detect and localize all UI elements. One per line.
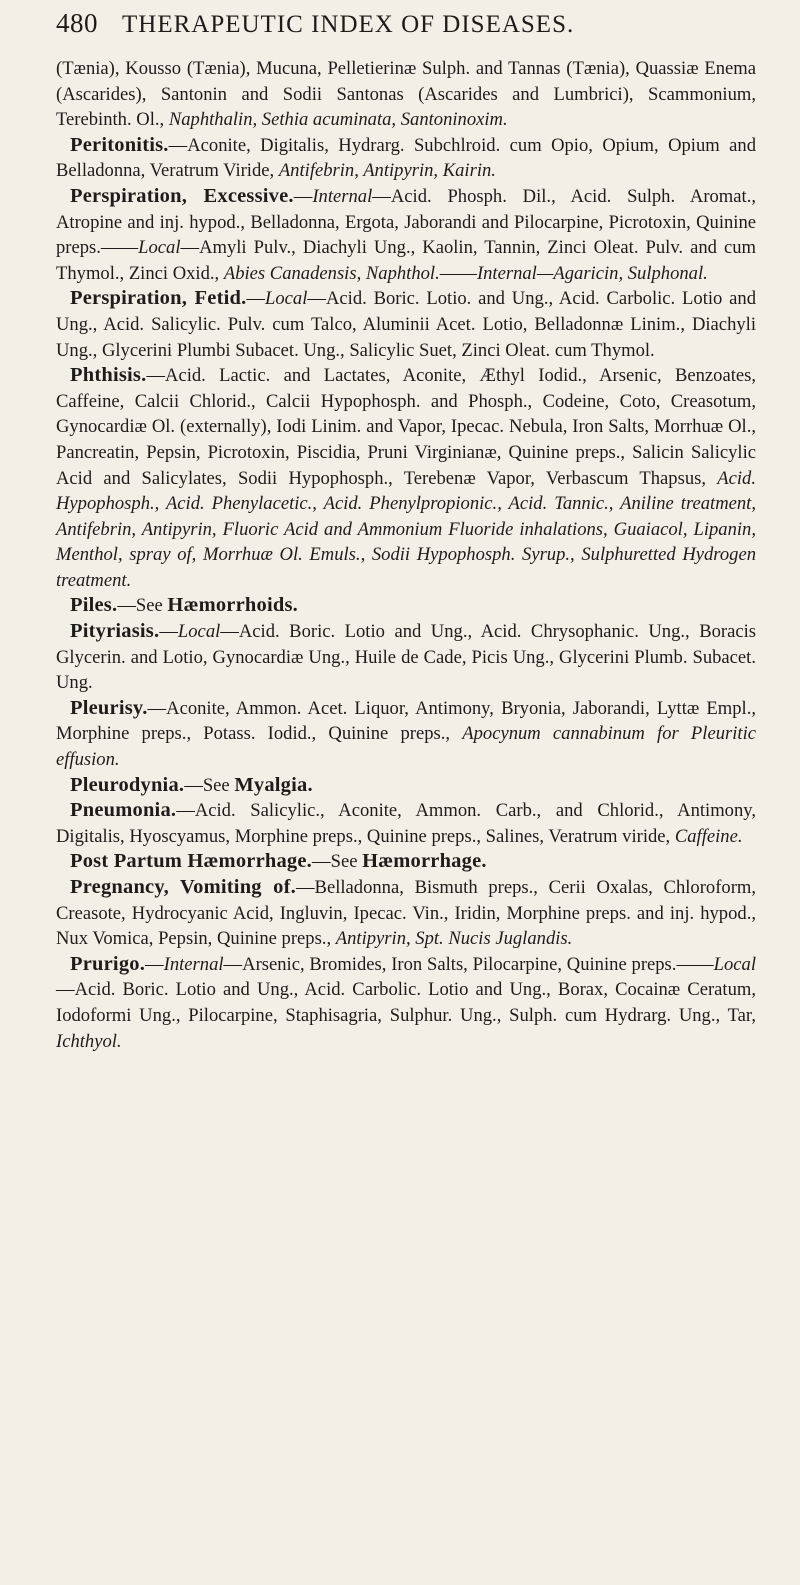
entry-term: Peritonitis. — [70, 133, 169, 156]
entry-text: — — [246, 288, 266, 310]
cross-reference: Myalgia. — [234, 773, 313, 796]
index-entries — [56, 56, 756, 1054]
entry-text: Antifebrin, Antipyrin, Kairin. — [278, 160, 496, 182]
index-entry — [56, 56, 756, 133]
entry-text: (Tænia), Kousso (Tænia), Mucuna, Pelletierinæ Sulph. and Tannas (Tænia), Quassiæ Enema (Ascarides), Santonin and Sodii Santonas (Ascarides and Lumbrici), Scammonium, Terebinth. Ol., — [56, 58, 756, 131]
running-title: THERAPEUTIC INDEX OF DISEASES. — [122, 11, 575, 38]
entry-term: Pleurisy. — [70, 696, 148, 719]
entry-text: —Acid. Boric. Lotio and Ung., Acid. Carbolic. Lotio and Ung., Borax, Cocainæ Ceratum, Iodoformi Ung., Pilocarpine, Staphisagria, Sulphur. Ung., Sulph. cum Hydrarg. Ung., Tar, — [56, 979, 756, 1026]
entry-text: Acid. Hypophosph., Acid. Phenylacetic., Acid. Phenylpropionic., Acid. Tannic., Aniline treatment, Antifebrin, Antipyrin, Fluoric Acid and Ammonium Fluoride inhalations, Guaiacol, Lipanin, Menthol, spray of, Morrhuæ Ol. Emuls., Sodii Hypophosph. Syrup., Sulphuretted Hydrogen treatment. — [56, 467, 756, 591]
entry-term: Perspiration, Fetid. — [70, 287, 247, 310]
index-entry — [56, 798, 756, 849]
entry-text: —See — [312, 851, 363, 873]
entry-term: Post Partum Hæmorrhage. — [70, 850, 313, 873]
index-entry — [56, 952, 756, 1054]
entry-text: Apocynum cannabinum for Pleuritic effusion. — [56, 723, 756, 771]
entry-text: —Acid. Salicylic., Aconite, Ammon. Carb., and Chlorid., Antimony, Digitalis, Hyoscyamus, Morphine preps., Quinine preps., Salines, Veratrum viride, — [56, 800, 756, 847]
entry-text: Local — [713, 953, 756, 975]
entry-text: —Belladonna, Bismuth preps., Cerii Oxalas, Chloroform, Creasote, Hydrocyanic Acid, Ingluvin, Ipecac. Vin., Iridin, Morphine preps. and inj. hypod., Nux Vomica, Pepsin, Quinine preps., — [56, 877, 756, 950]
entry-text: Internal — [163, 953, 224, 975]
entry-term: Pneumonia. — [70, 799, 177, 822]
entry-text: —Aconite, Digitalis, Hydrarg. Subchlroid. cum Opio, Opium, Opium and Belladonna, Veratrum Viride, — [56, 134, 756, 182]
index-entry — [56, 363, 756, 593]
entry-text: Ichthyol. — [56, 1030, 122, 1052]
page-number: 480 — [56, 8, 98, 38]
index-entry — [56, 696, 756, 773]
entry-text: —Acid. Lactic. and Lactates, Aconite, Æthyl Iodid., Arsenic, Benzoates, Caffeine, Calcii Chlorid., Calcii Hypophosph. and Phosph., Codeine, Coto, Creasotum, Gynocardiæ Ol. (externally), Iodi Linim. and Vapor, Ipecac. Nebula, Iron Salts, Morrhuæ Ol., Pancreatin, Pepsin, Picrotoxin, Piscidia, Pruni Virginianæ, Quinine preps., Salicin Salicylic Acid and Salicylates, Sodii Hypophosph., Terebenæ Vapor, Verbascum Thapsus, — [56, 365, 756, 489]
entry-text: —Acid. Boric. Lotio and Ung., Acid. Chrysophanic. Ung., Boracis Glycerin. and Lotio, Gynocardiæ Ung., Huile de Cade, Picis Ung., Glycerini Plumb. Subacet. Ung. — [56, 621, 756, 694]
entry-text: — — [293, 185, 313, 207]
entry-text: — — [145, 953, 164, 975]
entry-term: Pityriasis. — [70, 620, 160, 643]
entry-text: Internal — [312, 185, 373, 207]
entry-text: —Acid. Boric. Lotio. and Ung., Acid. Carbolic. Lotio and Ung., Acid. Salicylic. Pulv. cum Talco, Aluminii Acet. Lotio, Belladonnæ Linim., Diachyli Ung., Glycerini Plumbi Subacet. Ung., Salicylic Suet, Zinci Oleat. cum Thymol. — [56, 288, 756, 361]
entry-term: Prurigo. — [70, 952, 146, 975]
entry-text: — — [159, 621, 178, 643]
page-header — [56, 8, 756, 46]
entry-text: Abies Canadensis, Naphthol. — [223, 262, 440, 284]
index-entry — [56, 286, 756, 363]
entry-term: Pregnancy, Vomiting of. — [70, 876, 296, 898]
entry-text: Internal—Agaricin, Sulphonal. — [476, 262, 708, 284]
index-entry — [56, 619, 756, 696]
entry-text: —Acid. Phosph. Dil., Acid. Sulph. Aromat., Atropine and inj. hypod., Belladonna, Ergota, Jaborandi and Pilocarpine, Picrotoxin, Quinine preps.—— — [56, 185, 756, 259]
entry-text: —Aconite, Ammon. Acet. Liquor, Antimony, Bryonia, Jaborandi, Lyttæ Empl., Morphine preps., Potass. Iodid., Quinine preps., — [56, 697, 756, 745]
index-entry — [56, 184, 756, 286]
entry-text: —See — [184, 774, 235, 796]
index-entry — [56, 593, 756, 619]
index-entry — [56, 875, 756, 952]
index-entry — [56, 133, 756, 184]
entry-term: Pleurodynia. — [70, 773, 185, 796]
entry-text: —Arsenic, Bromides, Iron Salts, Pilocarpine, Quinine preps.—— — [223, 953, 714, 975]
entry-text: —— — [439, 262, 477, 284]
cross-reference: Hæmorrhage. — [362, 850, 487, 873]
entry-term: Phthisis. — [70, 364, 147, 387]
entry-text: Caffeine. — [674, 825, 743, 847]
entry-term: Perspiration, Excessive. — [70, 184, 294, 207]
entry-text: —Amyli Pulv., Diachyli Ung., Kaolin, Tannin, Zinci Oleat. Pulv. and cum Thymol., Zinci Oxid., — [56, 237, 756, 284]
entry-term: Piles. — [70, 594, 118, 617]
entry-text: Local — [177, 621, 221, 643]
index-entry — [56, 773, 756, 799]
entry-text: —See — [117, 595, 168, 617]
cross-reference: Hæmorrhoids. — [167, 594, 298, 617]
entry-text: Local — [138, 237, 181, 259]
entry-text: Antipyrin, Spt. Nucis Juglandis. — [335, 928, 573, 950]
entry-text: Naphthalin, Sethia acuminata, Santoninoxim. — [168, 109, 508, 131]
index-entry — [56, 849, 756, 875]
entry-text: Local — [265, 288, 308, 310]
